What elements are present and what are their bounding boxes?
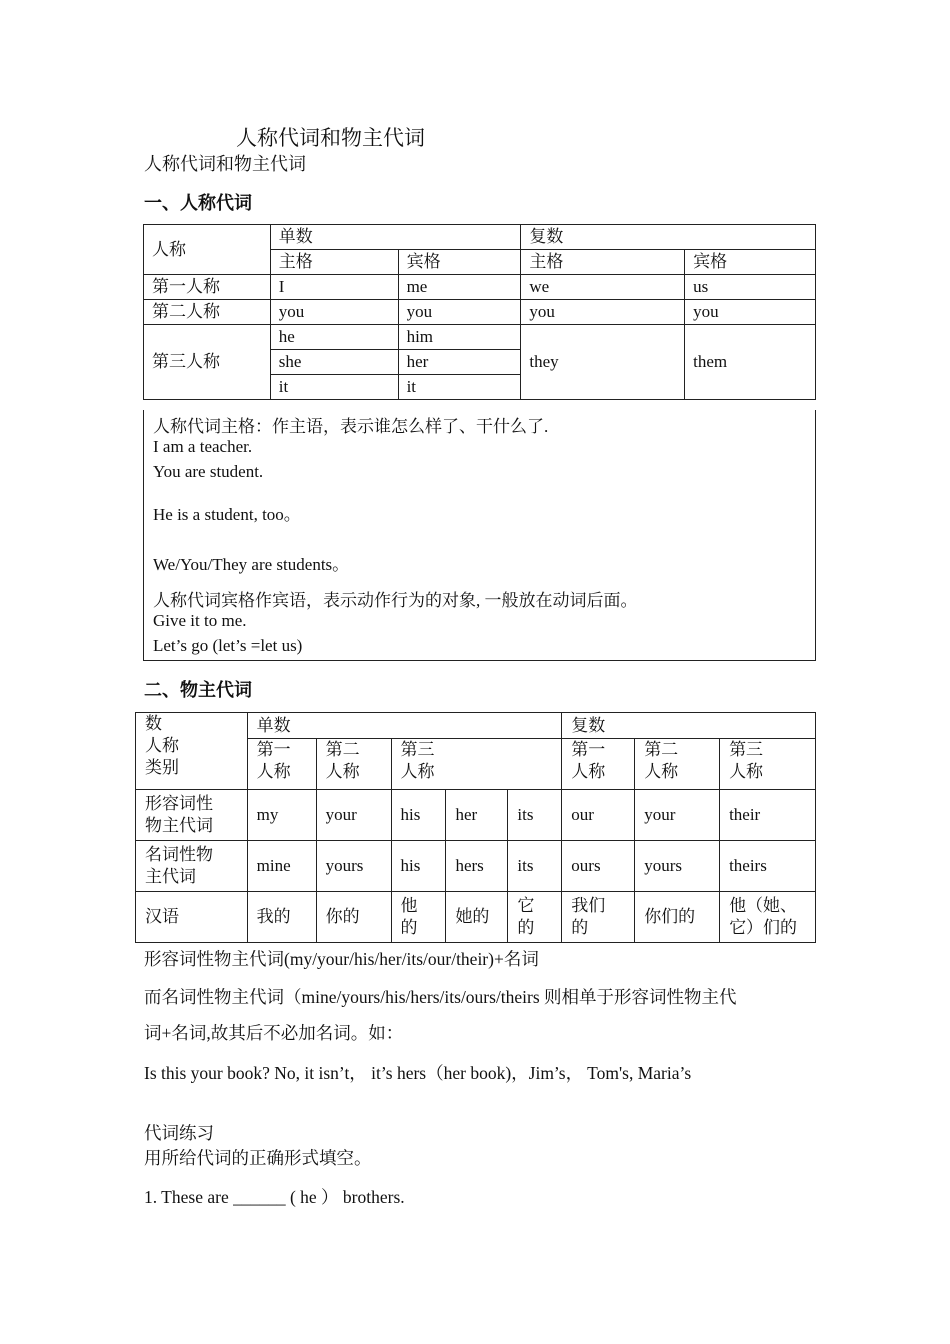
- header-sg-nominative: 主格: [270, 250, 398, 275]
- cell-line: 的: [571, 918, 589, 937]
- example-line: 人称代词主格：作主语，表示谁怎么样了、干什么了.: [153, 417, 549, 436]
- exercise-item: 1. These are ______ ( he ） brothers.: [144, 1187, 405, 1207]
- label-line: 名词性物: [145, 845, 213, 864]
- cell: you: [685, 300, 816, 325]
- personal-pronoun-table: [143, 224, 816, 400]
- cell: them: [685, 325, 816, 400]
- cell: me: [398, 275, 521, 300]
- section-heading-possessive-pronouns: 二、物主代词: [144, 680, 252, 701]
- row-label: [136, 790, 248, 841]
- cell-line: 它: [517, 896, 535, 915]
- table-row: [136, 841, 816, 892]
- cell: [391, 892, 446, 943]
- example-line: Give it to me.: [153, 611, 247, 630]
- header-line: 第三: [729, 740, 764, 759]
- label-line: 物主代词: [145, 816, 213, 835]
- row-person: 第一人称: [144, 275, 271, 300]
- corner-line: 数: [145, 714, 162, 733]
- cell-line: 你的: [325, 907, 360, 926]
- cell: [316, 892, 391, 943]
- cell: [635, 892, 720, 943]
- example-line: He is a student, too。: [153, 505, 301, 524]
- header-line: 人称: [400, 762, 435, 781]
- cell: yours: [635, 841, 720, 892]
- note-line: 词+名词,故其后不必加名词。如：: [144, 1023, 404, 1043]
- header-person: [316, 739, 391, 790]
- header-line: 人称: [256, 762, 291, 781]
- cell: [446, 892, 508, 943]
- example-line: We/You/They are students。: [153, 555, 350, 574]
- document-subtitle: 人称代词和物主代词: [144, 154, 306, 174]
- cell: mine: [247, 841, 316, 892]
- header-line: 人称: [644, 762, 679, 781]
- label-line: 形容词性: [145, 794, 213, 813]
- example-line: You are student.: [153, 462, 264, 481]
- cell: I: [270, 275, 398, 300]
- header-line: 人称: [571, 762, 606, 781]
- cell-line: 它）们的: [729, 918, 798, 937]
- header-line: 人称: [729, 762, 764, 781]
- header-person: [720, 739, 816, 790]
- header-person: [635, 739, 720, 790]
- cell: their: [720, 790, 816, 841]
- cell: her: [398, 350, 521, 375]
- cell-line: 她的: [455, 907, 490, 926]
- table-row: [144, 300, 816, 325]
- cell: [720, 892, 816, 943]
- header-person: [391, 739, 562, 790]
- cell: [508, 892, 562, 943]
- cell: hers: [446, 841, 508, 892]
- cell: its: [508, 790, 562, 841]
- cell: she: [270, 350, 398, 375]
- row-person: 第三人称: [144, 325, 271, 400]
- cell: yours: [316, 841, 391, 892]
- header-plural: 复数: [521, 225, 816, 250]
- table-row: [144, 275, 816, 300]
- cell: theirs: [720, 841, 816, 892]
- cell: we: [521, 275, 685, 300]
- row-person: 第二人称: [144, 300, 271, 325]
- cell-line: 的: [517, 918, 535, 937]
- header-pl-objective: 宾格: [685, 250, 816, 275]
- cell: it: [270, 375, 398, 400]
- example-line: 人称代词宾格作宾语，表示动作行为的对象, 一般放在动词后面。: [153, 591, 638, 610]
- header-line: 第一: [256, 740, 291, 759]
- cell-line: 你们的: [644, 907, 696, 926]
- cell: your: [316, 790, 391, 841]
- corner-header: [136, 713, 248, 790]
- example-line: Let’s go (let’s =let us): [153, 636, 303, 655]
- table-row: [144, 325, 816, 350]
- header-plural: 复数: [562, 713, 816, 739]
- cell: my: [247, 790, 316, 841]
- row-label: 汉语: [136, 892, 248, 943]
- cell: your: [635, 790, 720, 841]
- table-row: [136, 892, 816, 943]
- header-line: 人称: [325, 762, 360, 781]
- possessive-pronoun-table: [135, 712, 816, 943]
- row-label: [136, 841, 248, 892]
- header-pl-nominative: 主格: [521, 250, 685, 275]
- cell: his: [391, 790, 446, 841]
- note-line: 而名词性物主代词（mine/yours/his/hers/its/ours/theirs 则相单于形容词性物主代: [144, 987, 737, 1007]
- cell: her: [446, 790, 508, 841]
- header-sg-objective: 宾格: [398, 250, 521, 275]
- exercise-instruction: 用所给代词的正确形式填空。: [144, 1148, 372, 1168]
- cell-line: 我们: [571, 896, 606, 915]
- note-line: 形容词性物主代词(my/your/his/her/its/our/their)+名词: [144, 949, 539, 969]
- header-person: [562, 739, 635, 790]
- examples-box: [143, 410, 816, 661]
- cell-line: 的: [400, 918, 418, 937]
- header-person: [247, 739, 316, 790]
- section-heading-personal-pronouns: 一、人称代词: [144, 193, 252, 214]
- cell: [562, 892, 635, 943]
- cell: you: [270, 300, 398, 325]
- table-row: [136, 790, 816, 841]
- cell: you: [398, 300, 521, 325]
- example-line: I am a teacher.: [153, 437, 253, 456]
- header-person: 人称: [144, 225, 271, 275]
- cell: our: [562, 790, 635, 841]
- header-line: 第一: [571, 740, 606, 759]
- note-example: Is this your book? No, it isn’t， it’s hers（her book)，Jim’s， Tom's, Maria’s: [144, 1063, 692, 1083]
- cell: he: [270, 325, 398, 350]
- header-line: 第三: [400, 740, 435, 759]
- corner-line: 类别: [145, 758, 179, 777]
- cell: his: [391, 841, 446, 892]
- cell: its: [508, 841, 562, 892]
- label-line: 主代词: [145, 867, 196, 886]
- corner-line: 人称: [145, 736, 179, 755]
- cell: ours: [562, 841, 635, 892]
- header-singular: 单数: [247, 713, 562, 739]
- exercise-heading: 代词练习: [144, 1123, 214, 1143]
- cell: they: [521, 325, 685, 400]
- cell-line: 他: [400, 896, 418, 915]
- cell: him: [398, 325, 521, 350]
- header-line: 第二: [325, 740, 360, 759]
- cell: us: [685, 275, 816, 300]
- cell: it: [398, 375, 521, 400]
- cell: you: [521, 300, 685, 325]
- document-title: 人称代词和物主代词: [236, 126, 425, 150]
- cell: [247, 892, 316, 943]
- header-line: 第二: [644, 740, 679, 759]
- cell-line: 他（她、: [729, 896, 798, 915]
- cell-line: 我的: [256, 907, 291, 926]
- header-singular: 单数: [270, 225, 521, 250]
